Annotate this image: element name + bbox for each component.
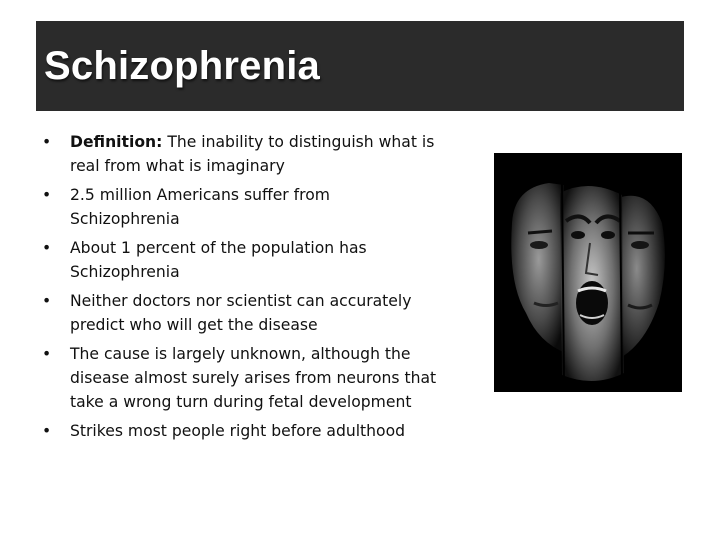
bullet-dot: • (42, 345, 52, 363)
bullet-text: About 1 percent of the population has Schizophrenia (70, 239, 367, 281)
bullet-item (40, 419, 440, 443)
bullet-list (40, 130, 440, 448)
bullet-text: 2.5 million Americans suffer from Schizophrenia (70, 186, 330, 228)
bullet-item (40, 342, 440, 414)
bullet-item (40, 236, 440, 284)
bullet-text: Strikes most people right before adulthood (70, 422, 406, 440)
bullet-text: The cause is largely unknown, although the disease almost surely arises from neurons that take a wrong turn during fetal development (70, 345, 437, 411)
bullet-item (40, 289, 440, 337)
bullet-text: The inability to distinguish what is real from what is imaginary (70, 133, 435, 175)
split-face-photo (494, 153, 682, 392)
split-face-image (494, 153, 682, 392)
bullet-dot: • (42, 422, 52, 440)
bullet-item (40, 183, 440, 231)
bullet-item (40, 130, 440, 178)
title-bar (36, 21, 684, 111)
bullet-text: Neither doctors nor scientist can accurately predict who will get the disease (70, 292, 412, 334)
bullet-dot: • (42, 239, 52, 257)
bullet-prefix: Definition: (70, 133, 163, 151)
bullet-dot: • (42, 292, 52, 310)
bullet-dot: • (42, 186, 52, 204)
bullet-dot: • (42, 133, 52, 151)
slide-title: Schizophrenia (44, 44, 320, 88)
